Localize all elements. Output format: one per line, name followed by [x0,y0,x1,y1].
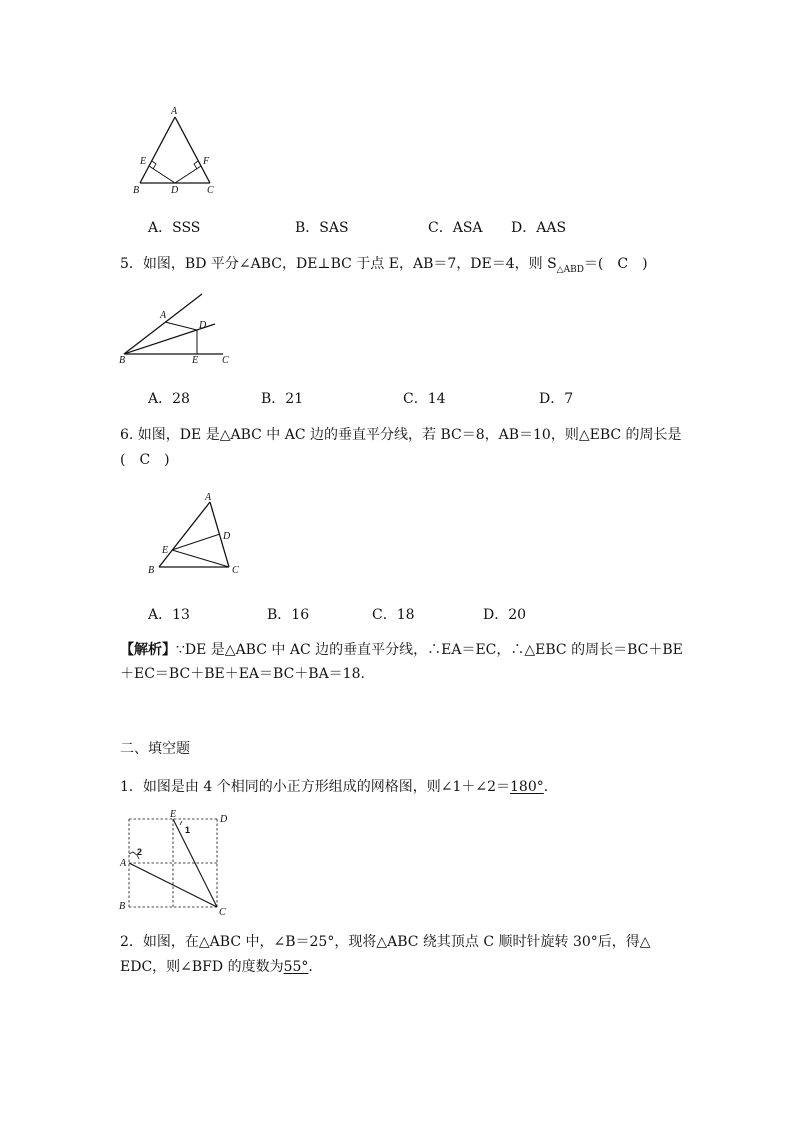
label-e: E [162,545,169,556]
q5-option-c: C．14 [403,391,446,407]
section-title: 二、填空题 [120,741,190,757]
angle-2-label: 2 [137,847,143,857]
q4-option-c: C．ASA [428,220,483,236]
q4-option-b: B．SAS [295,220,349,236]
q6-stem-line1: 6. 如图，DE 是△ABC 中 AC 边的垂直平分线，若 BC＝8，AB＝10，则△EBC 的周长是 [120,427,682,443]
angle-1-label: 1 [185,825,191,835]
q5-option-a: A．28 [148,391,190,407]
q6-analysis-line2: ＋EC＝BC＋BE＋EA＝BC＋BA＝18. [120,666,365,682]
analysis-tag: 【解析】 [120,642,176,658]
label-a: A [205,492,212,503]
label-c: C [222,355,229,366]
figure-perpendicular-bisector [140,485,255,580]
label-d: D [220,814,228,825]
q6-analysis-line1: 【解析】∵DE 是△ABC 中 AC 边的垂直平分线，∴EA＝EC，∴△EBC 的周长＝BC＋BE [120,642,683,658]
figure-grid-angles [115,807,240,917]
label-b: B [119,901,126,912]
label-d: D [171,185,179,195]
q6-option-c: C．18 [372,607,415,623]
label-a: A [160,310,167,321]
label-e: E [192,355,199,366]
label-b: B [119,355,126,366]
label-d: D [199,320,207,331]
label-b: B [133,185,140,195]
fill-q2-answer: 55° [283,959,309,975]
q5-stem: 5．如图，BD 平分∠ABC，DE⊥BC 于点 E，AB＝7，DE＝4，则 $S_{\triangle ABD}=$( C ) [120,256,648,275]
label-c: C [219,907,226,917]
label-d: D [223,531,231,542]
q4-option-a: A．SSS [148,220,201,236]
q6-option-b: B．16 [267,607,310,623]
fill-q2-line2: EDC，则∠BFD 的度数为55°． [120,959,323,975]
fill-q1-stem: 1．如图是由 4 个相同的小正方形组成的网格图，则∠1＋∠2＝180°． [120,779,558,795]
label-c: C [232,565,239,576]
label-f: F [203,156,210,167]
label-c: C [207,185,214,195]
q5-option-d: D．7 [539,391,574,407]
label-a: A [120,858,127,869]
fill-q1-answer: 180° [510,779,544,795]
q6-stem-line2: ( C ) [120,452,170,468]
figure-triangle-abc-def [125,100,230,195]
label-e: E [140,156,147,167]
label-b: B [148,565,155,576]
q6-option-d: D．20 [483,607,527,623]
fill-q2-line1: 2．如图，在△ABC 中，∠B＝25°，现将△ABC 绕其顶点 C 顺时针旋转 30°后，得△ [120,934,651,950]
figure-angle-bisector [115,288,240,366]
q6-option-a: A．13 [148,607,190,623]
q5-option-b: B．21 [261,391,304,407]
label-e: E [170,809,177,820]
q4-option-d: D．AAS [511,220,567,236]
label-a: A [171,106,178,117]
